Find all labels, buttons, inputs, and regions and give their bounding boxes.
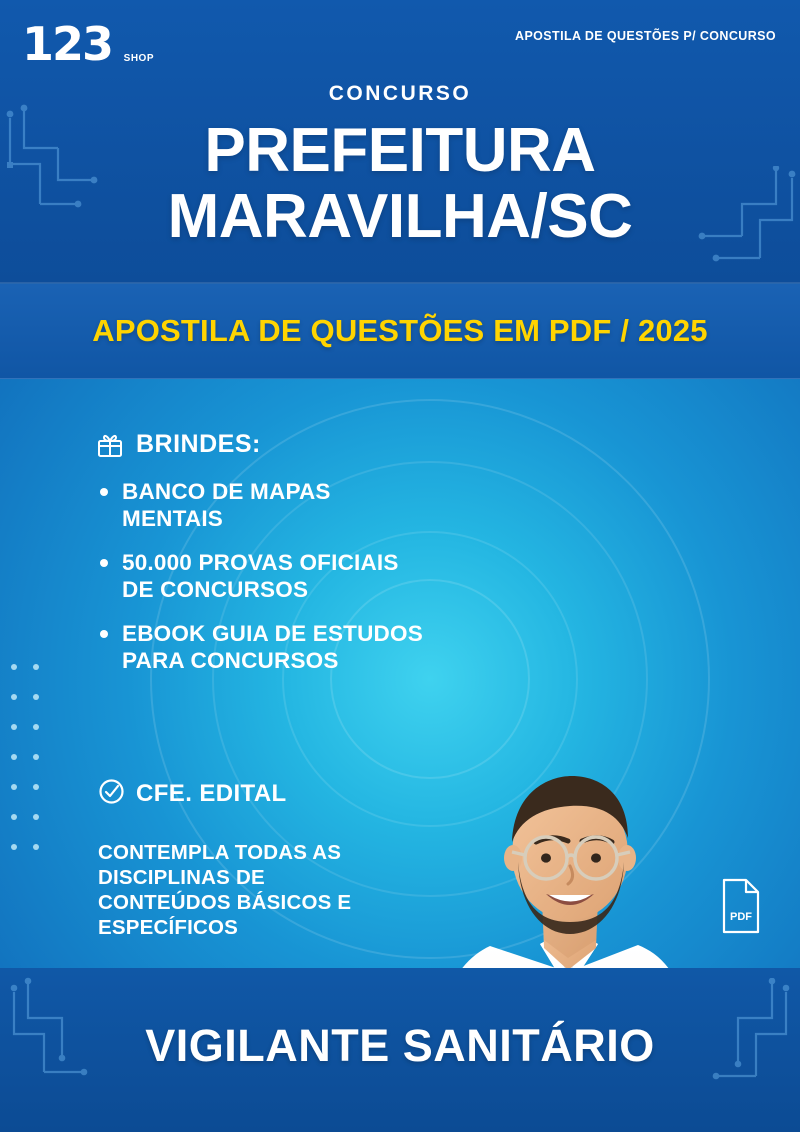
bonuses-heading: BRINDES:	[136, 430, 261, 458]
footer-band	[0, 968, 800, 1132]
page-title-line1: PREFEITURA	[204, 116, 596, 185]
footer-role-title: VIGILANTE SANITÁRIO	[145, 1020, 655, 1071]
check-circle-icon	[98, 778, 125, 810]
123shop-logo[interactable]	[22, 18, 152, 70]
pdf-file-icon	[718, 878, 764, 934]
gift-icon	[96, 431, 124, 459]
edital-heading-row	[98, 778, 287, 810]
logo-subtext: SHOP	[123, 53, 154, 64]
header-kicker: CONCURSO	[328, 82, 472, 105]
page-title	[0, 118, 800, 250]
edital-description: CONTEMPLA TODAS AS DISCIPLINAS DE CONTEÚDOS BÁSICOS E ESPECÍFICOS	[98, 841, 352, 939]
logo-text: 123	[22, 17, 113, 71]
header-tagline: APOSTILA DE QUESTÕES P/ CONCURSO	[515, 29, 776, 43]
dot-grid-decoration	[6, 659, 52, 869]
bonuses-heading-row	[96, 430, 261, 459]
header-band	[0, 0, 800, 283]
list-item: 50.000 PROVAS OFICIAIS DE CONCURSOS	[96, 549, 426, 603]
person-photo	[372, 758, 772, 968]
page-title-line2: MARAVILHA/SC	[167, 182, 633, 251]
list-item: BANCO DE MAPAS MENTAIS	[96, 478, 426, 532]
apostila-banner-text: APOSTILA DE QUESTÕES EM PDF / 2025	[92, 313, 708, 348]
content-band	[0, 379, 800, 968]
list-item: EBOOK GUIA DE ESTUDOS PARA CONCURSOS	[96, 620, 426, 674]
pdf-badge-label: PDF	[730, 911, 752, 923]
apostila-banner	[0, 283, 800, 379]
edital-heading: CFE. EDITAL	[136, 780, 287, 807]
bonuses-list	[96, 478, 426, 691]
